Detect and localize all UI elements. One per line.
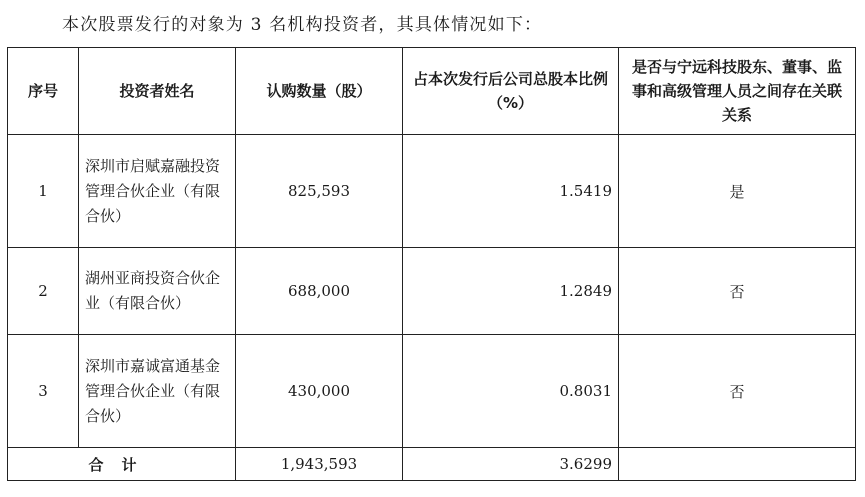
- investor-name: 深圳市启赋嘉融投资管理合伙企业（有限合伙）: [79, 135, 236, 248]
- table-row: [8, 335, 856, 448]
- share-ratio: 1.5419: [403, 135, 619, 248]
- header-investor-name: 投资者姓名: [79, 48, 236, 135]
- related-party-flag: 否: [619, 335, 856, 448]
- investor-name: 深圳市嘉诚富通基金管理合伙企业（有限合伙）: [79, 335, 236, 448]
- total-row: [8, 448, 856, 481]
- header-related-party: 是否与宁远科技股东、董事、监事和高级管理人员之间存在关联关系: [619, 48, 856, 135]
- subscription-quantity: 825,593: [236, 135, 403, 248]
- header-no: 序号: [8, 48, 79, 135]
- header-subscription-quantity: 认购数量（股）: [236, 48, 403, 135]
- total-label: 合计: [8, 448, 236, 481]
- total-related-party: [619, 448, 856, 481]
- investor-name: 湖州亚商投资合伙企业（有限合伙）: [79, 248, 236, 335]
- header-share-ratio: 占本次发行后公司总股本比例（%）: [403, 48, 619, 135]
- share-ratio: 1.2849: [403, 248, 619, 335]
- total-ratio: 3.6299: [403, 448, 619, 481]
- related-party-flag: 否: [619, 248, 856, 335]
- row-no: 1: [8, 135, 79, 248]
- subscription-quantity: 688,000: [236, 248, 403, 335]
- intro-paragraph: 本次股票发行的对象为 3 名机构投资者，其具体情况如下：: [62, 15, 543, 35]
- investor-table: [7, 47, 856, 481]
- row-no: 3: [8, 335, 79, 448]
- total-quantity: 1,943,593: [236, 448, 403, 481]
- share-ratio: 0.8031: [403, 335, 619, 448]
- table-row: [8, 135, 856, 248]
- table-row: [8, 248, 856, 335]
- row-no: 2: [8, 248, 79, 335]
- subscription-quantity: 430,000: [236, 335, 403, 448]
- related-party-flag: 是: [619, 135, 856, 248]
- table-header-row: [8, 48, 856, 135]
